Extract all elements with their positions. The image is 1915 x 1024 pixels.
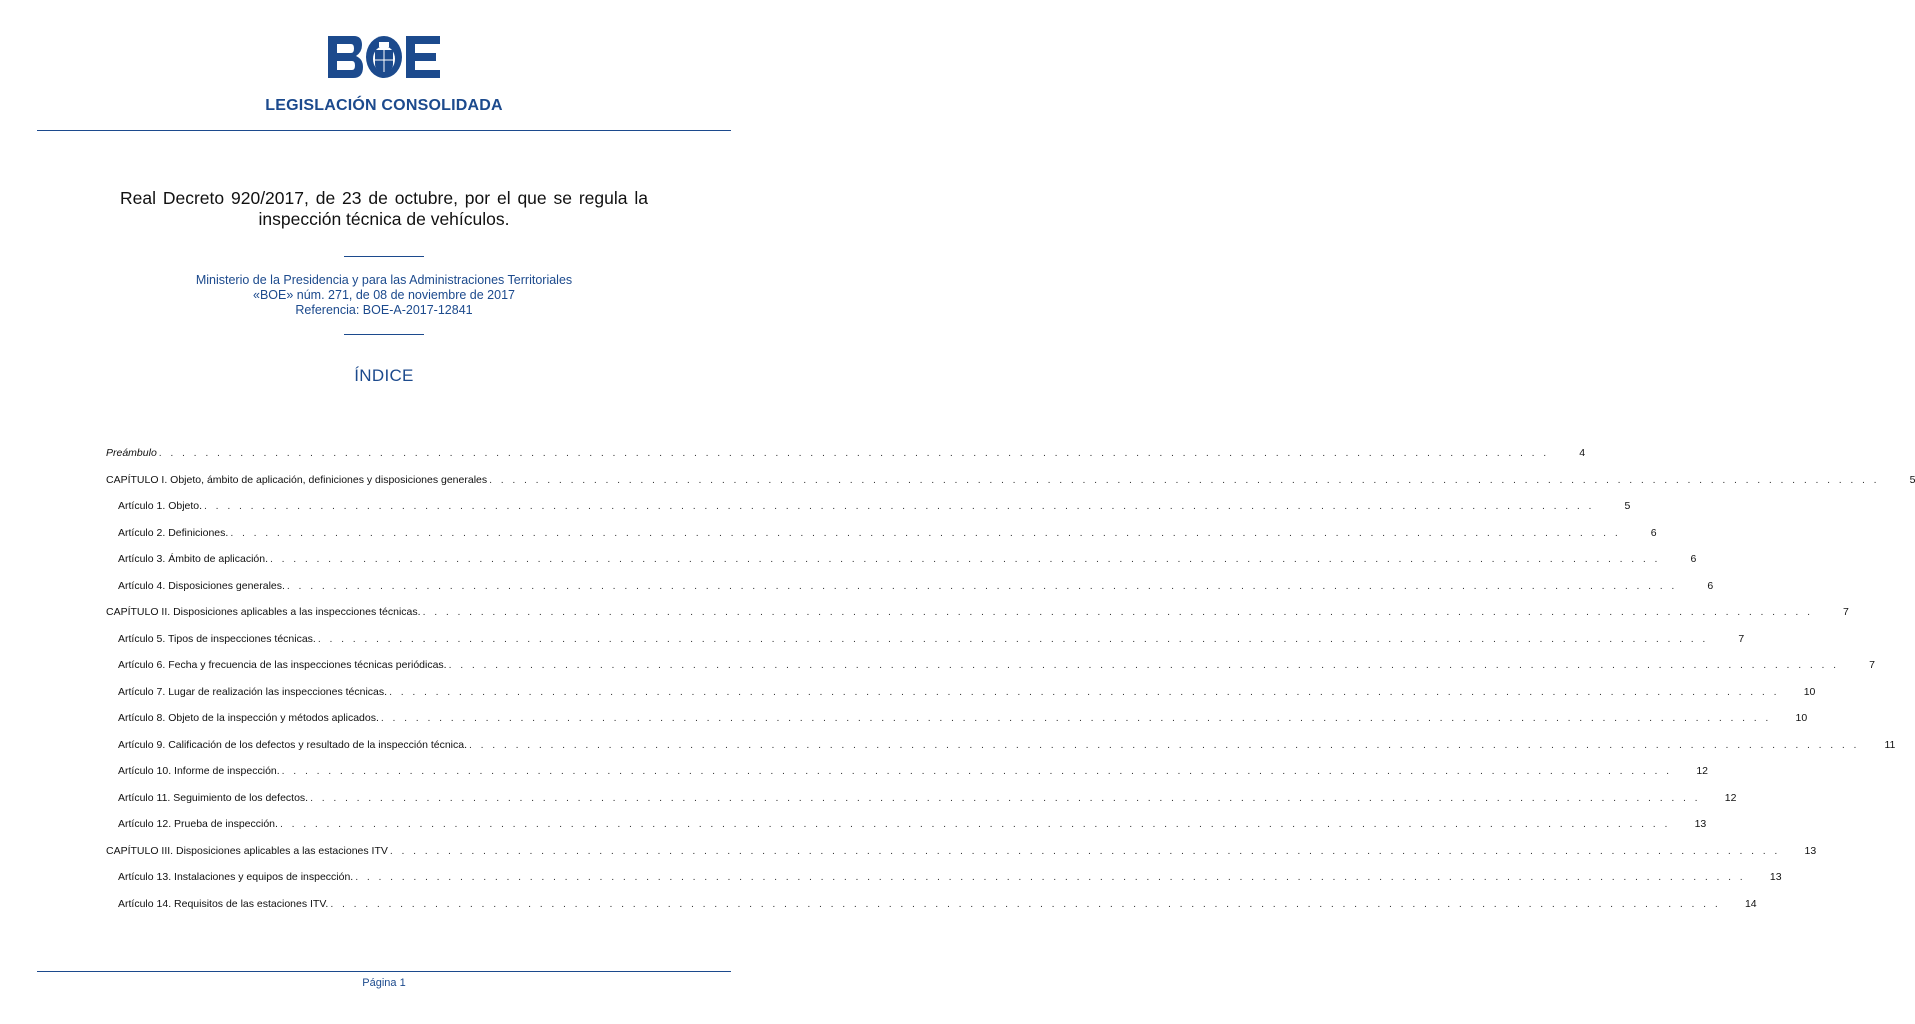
toc-entry[interactable] bbox=[106, 838, 1817, 865]
toc-dot-leader: . . . . . . . . . . . . . . . . . . . . . . . . . . . . . . . . . . . . . . . . . . . . . . . . . . . . . . . . . . . . . . . . . . . . . . . . . . . . . . . . . . . . . . . . . . . . . . . . . . . . . . . . . . . . . . . . . . . . . . . . bbox=[286, 579, 1678, 592]
toc-entry-title: Artículo 7. Lugar de realización las inspecciones técnicas. bbox=[118, 685, 388, 698]
toc-entry-title: Artículo 5. Tipos de inspecciones técnicas. bbox=[118, 632, 316, 645]
toc-entry-page: 10 bbox=[1795, 712, 1808, 725]
toc-entry-title: Artículo 2. Definiciones. bbox=[118, 526, 229, 539]
header-title: LEGISLACIÓN CONSOLIDADA bbox=[265, 97, 503, 114]
toc-entry-title: Artículo 11. Seguimiento de los defectos. bbox=[118, 791, 309, 804]
boe-logo-letter-b bbox=[328, 36, 363, 78]
toc-entry[interactable] bbox=[106, 546, 1697, 573]
toc-entry-page: 10 bbox=[1803, 685, 1816, 698]
toc-dot-leader: . . . . . . . . . . . . . . . . . . . . . . . . . . . . . . . . . . . . . . . . . . . . . . . . . . . . . . . . . . . . . . . . . . . . . . . . . . . . . . . . . . . . . . . . . . . . . . . . . . . . . . . . . . . . . . . . . . . . . . . . bbox=[380, 712, 1772, 725]
toc-entry-title: Artículo 13. Instalaciones y equipos de inspección. bbox=[118, 871, 354, 884]
toc-dot-leader: . . . . . . . . . . . . . . . . . . . . . . . . . . . . . . . . . . . . . . . . . . . . . . . . . . . . . . . . . . . . . . . . . . . . . . . . . . . . . . . . . . . . . . . . . . . . . . . . . . . . . . . . . . . . . . . . . . . . . . . . bbox=[204, 500, 1595, 513]
toc-entry-title: CAPÍTULO I. Objeto, ámbito de aplicación, definiciones y disposiciones generales bbox=[106, 473, 488, 486]
toc-entry[interactable] bbox=[106, 811, 1707, 838]
toc-entry[interactable] bbox=[106, 785, 1737, 812]
toc-entry[interactable] bbox=[106, 679, 1816, 706]
toc-entry-title: CAPÍTULO II. Disposiciones aplicables a las inspecciones técnicas. bbox=[106, 606, 421, 619]
toc-entry-page: 5 bbox=[1909, 473, 1915, 486]
toc-dot-leader: . . . . . . . . . . . . . . . . . . . . . . . . . . . . . . . . . . . . . . . . . . . . . . . . . . . . . . . . . . . . . . . . . . . . . . . . . . . . . . . . . . . . . . . . . . . . . . . . . . . . . . . . . . . . . . . . . . . . . . . . bbox=[230, 526, 1621, 539]
toc-entry-title: Artículo 12. Prueba de inspección. bbox=[118, 818, 278, 831]
toc-entry-title: Artículo 3. Ámbito de aplicación. bbox=[118, 553, 268, 566]
toc-entry-page: 13 bbox=[1769, 871, 1782, 884]
title-divider bbox=[344, 256, 424, 257]
table-of-contents bbox=[106, 440, 1915, 917]
toc-entry-title: Artículo 8. Objeto de la inspección y métodos aplicados. bbox=[118, 712, 379, 725]
toc-dot-leader: . . . . . . . . . . . . . . . . . . . . . . . . . . . . . . . . . . . . . . . . . . . . . . . . . . . . . . . . . . . . . . . . . . . . . . . . . . . . . . . . . . . . . . . . . . . . . . . . . . . . . . . . . . . . . . . . . . . . . . . . bbox=[317, 632, 1709, 645]
toc-entry[interactable] bbox=[106, 573, 1714, 600]
boe-number: «BOE» núm. 271, de 08 de noviembre de 2017 bbox=[253, 288, 515, 302]
toc-entry[interactable] bbox=[106, 520, 1657, 547]
toc-entry-title: Artículo 10. Informe de inspección. bbox=[118, 765, 280, 778]
toc-entry[interactable] bbox=[106, 599, 1849, 626]
toc-entry-page: 7 bbox=[1869, 659, 1875, 672]
toc-entry[interactable] bbox=[106, 758, 1708, 785]
toc-entry-title: Artículo 1. Objeto. bbox=[118, 500, 203, 513]
toc-entry-title: CAPÍTULO III. Disposiciones aplicables a las estaciones ITV bbox=[106, 844, 388, 857]
toc-entry-page: 13 bbox=[1694, 818, 1707, 831]
toc-entry-page: 6 bbox=[1707, 579, 1714, 592]
toc-entry[interactable] bbox=[106, 467, 1915, 494]
toc-entry-title: Artículo 4. Disposiciones generales. bbox=[118, 579, 285, 592]
document-title bbox=[120, 188, 648, 230]
toc-dot-leader: . . . . . . . . . . . . . . . . . . . . . . . . . . . . . . . . . . . . . . . . . . . . . . . . . . . . . . . . . . . . . . . . . . . . . . . . . . . . . . . . . . . . . . . . . . . . . . . . . . . . . . . . . . . . . . . . . . . . . . . . bbox=[310, 791, 1701, 804]
toc-entry-page: 7 bbox=[1738, 632, 1745, 645]
toc-dot-leader: . . . . . . . . . . . . . . . . . . . . . . . . . . . . . . . . . . . . . . . . . . . . . . . . . . . . . . . . . . . . . . . . . . . . . . . . . . . . . . . . . . . . . . . . . . . . . . . . . . . . . . . . . . . . . . . . . . . . . . . . bbox=[158, 447, 1550, 460]
spain-coat-of-arms-icon bbox=[366, 36, 402, 78]
toc-entry-page: 13 bbox=[1804, 844, 1817, 857]
document-metadata bbox=[0, 273, 768, 318]
toc-entry-page: 6 bbox=[1690, 553, 1697, 566]
toc-entry-title: Preámbulo bbox=[106, 447, 157, 460]
toc-entry[interactable] bbox=[106, 440, 1586, 467]
toc-dot-leader: . . . . . . . . . . . . . . . . . . . . . . . . . . . . . . . . . . . . . . . . . . . . . . . . . . . . . . . . . . . . . . . . . . . . . . . . . . . . . . . . . . . . . . . . . . . . . . . . . . . . . . . . . . . . . . . . . . . . . . . . bbox=[469, 738, 1860, 751]
toc-entry-page: 11 bbox=[1884, 738, 1896, 751]
toc-entry[interactable] bbox=[106, 732, 1896, 759]
toc-dot-leader: . . . . . . . . . . . . . . . . . . . . . . . . . . . . . . . . . . . . . . . . . . . . . . . . . . . . . . . . . . . . . . . . . . . . . . . . . . . . . . . . . . . . . . . . . . . . . . . . . . . . . . . . . . . . . . . . . . . . . . . . bbox=[389, 685, 1780, 698]
toc-dot-leader: . . . . . . . . . . . . . . . . . . . . . . . . . . . . . . . . . . . . . . . . . . . . . . . . . . . . . . . . . . . . . . . . . . . . . . . . . . . . . . . . . . . . . . . . . . . . . . . . . . . . . . . . . . . . . . . . . . . . . . . . bbox=[389, 844, 1781, 857]
toc-entry-page: 5 bbox=[1624, 500, 1631, 513]
page-number: Página 1 bbox=[362, 977, 406, 989]
toc-entry[interactable] bbox=[106, 626, 1745, 653]
document-reference: Referencia: BOE-A-2017-12841 bbox=[295, 303, 473, 317]
toc-entry-title: Artículo 14. Requisitos de las estaciones ITV. bbox=[118, 897, 329, 910]
toc-entry-page: 14 bbox=[1744, 897, 1757, 910]
toc-entry-title: Artículo 6. Fecha y frecuencia de las inspecciones técnicas periódicas. bbox=[118, 659, 447, 672]
toc-entry-page: 12 bbox=[1724, 791, 1737, 804]
toc-entry-page: 6 bbox=[1650, 526, 1657, 539]
toc-entry[interactable] bbox=[106, 864, 1782, 891]
toc-entry-page: 4 bbox=[1579, 447, 1586, 460]
toc-dot-leader: . . . . . . . . . . . . . . . . . . . . . . . . . . . . . . . . . . . . . . . . . . . . . . . . . . . . . . . . . . . . . . . . . . . . . . . . . . . . . . . . . . . . . . . . . . . . . . . . . . . . . . . . . . . . . . . . . . . . . . . . bbox=[489, 473, 1880, 486]
document-title-line-1: Real Decreto 920/2017, de 23 de octubre, por el que se regula la bbox=[120, 188, 648, 208]
toc-dot-leader: . . . . . . . . . . . . . . . . . . . . . . . . . . . . . . . . . . . . . . . . . . . . . . . . . . . . . . . . . . . . . . . . . . . . . . . . . . . . . . . . . . . . . . . . . . . . . . . . . . . . . . . . . . . . . . . . . . . . . . . . bbox=[448, 659, 1839, 672]
toc-entry[interactable] bbox=[106, 493, 1631, 520]
document-title-line-2: inspección técnica de vehículos. bbox=[258, 209, 510, 229]
toc-entry[interactable] bbox=[106, 705, 1808, 732]
footer-divider bbox=[37, 971, 731, 972]
toc-dot-leader: . . . . . . . . . . . . . . . . . . . . . . . . . . . . . . . . . . . . . . . . . . . . . . . . . . . . . . . . . . . . . . . . . . . . . . . . . . . . . . . . . . . . . . . . . . . . . . . . . . . . . . . . . . . . . . . . . . . . . . . . bbox=[270, 553, 1661, 566]
toc-dot-leader: . . . . . . . . . . . . . . . . . . . . . . . . . . . . . . . . . . . . . . . . . . . . . . . . . . . . . . . . . . . . . . . . . . . . . . . . . . . . . . . . . . . . . . . . . . . . . . . . . . . . . . . . . . . . . . . . . . . . . . . . bbox=[279, 818, 1671, 831]
header-divider bbox=[37, 130, 731, 131]
toc-entry[interactable] bbox=[106, 891, 1757, 918]
toc-entry-page: 7 bbox=[1843, 606, 1849, 619]
ministry-name: Ministerio de la Presidencia y para las Administraciones Territoriales bbox=[195, 273, 573, 287]
boe-logo-letter-e bbox=[406, 36, 440, 78]
toc-entry-page: 12 bbox=[1696, 765, 1708, 778]
toc-dot-leader: . . . . . . . . . . . . . . . . . . . . . . . . . . . . . . . . . . . . . . . . . . . . . . . . . . . . . . . . . . . . . . . . . . . . . . . . . . . . . . . . . . . . . . . . . . . . . . . . . . . . . . . . . . . . . . . . . . . . . . . . bbox=[422, 606, 1813, 619]
metadata-divider bbox=[344, 334, 424, 335]
toc-dot-leader: . . . . . . . . . . . . . . . . . . . . . . . . . . . . . . . . . . . . . . . . . . . . . . . . . . . . . . . . . . . . . . . . . . . . . . . . . . . . . . . . . . . . . . . . . . . . . . . . . . . . . . . . . . . . . . . . . . . . . . . . bbox=[330, 897, 1721, 910]
toc-entry-title: Artículo 9. Calificación de los defectos y resultado de la inspección técnica. bbox=[118, 738, 468, 751]
index-title: ÍNDICE bbox=[354, 366, 414, 385]
boe-logo bbox=[328, 36, 440, 78]
toc-entry[interactable] bbox=[106, 652, 1875, 679]
toc-dot-leader: . . . . . . . . . . . . . . . . . . . . . . . . . . . . . . . . . . . . . . . . . . . . . . . . . . . . . . . . . . . . . . . . . . . . . . . . . . . . . . . . . . . . . . . . . . . . . . . . . . . . . . . . . . . . . . . . . . . . . . . . bbox=[355, 871, 1746, 884]
toc-dot-leader: . . . . . . . . . . . . . . . . . . . . . . . . . . . . . . . . . . . . . . . . . . . . . . . . . . . . . . . . . . . . . . . . . . . . . . . . . . . . . . . . . . . . . . . . . . . . . . . . . . . . . . . . . . . . . . . . . . . . . . . . bbox=[281, 765, 1672, 778]
